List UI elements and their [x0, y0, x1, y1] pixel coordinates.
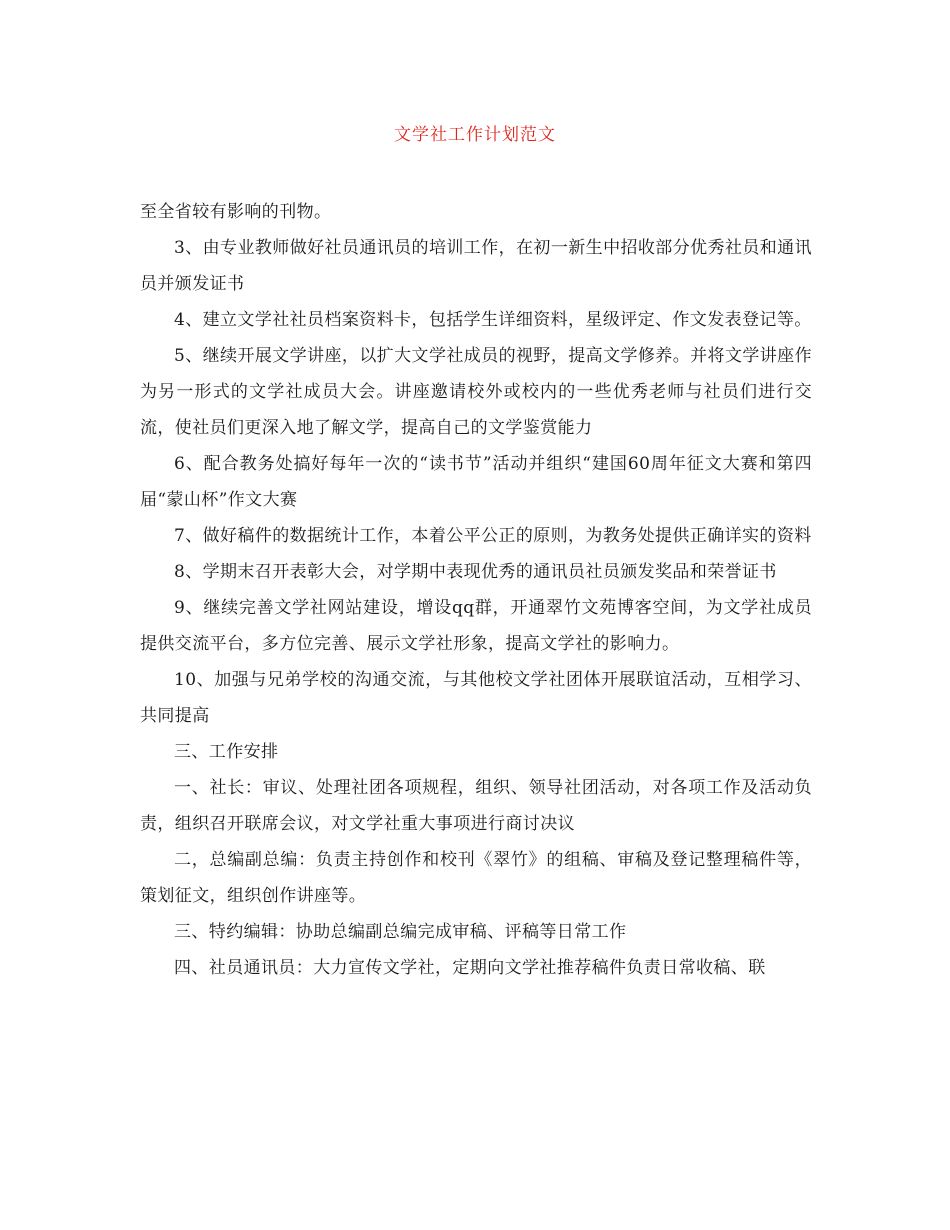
- section-heading-work-arrangement: 三、工作安排: [174, 742, 279, 762]
- paragraph-item-4: 4、建立文学社社员档案资料卡，包括学生详细资料，星级评定、作文发表登记等。: [174, 310, 812, 330]
- paragraph-role-chief-editor: 二，总编副总编：负责主持创作和校刊《翠竹》的组稿、审稿及登记整理稿件等，策划征文，组织创作讲座等。: [140, 850, 812, 906]
- document-body: [140, 194, 812, 986]
- paragraph-item-9: 9、继续完善文学社网站建设，增设qq群，开通翠竹文苑博客空间，为文学社成员提供交流平台，多方位完善、展示文学社形象，提高文学社的影响力。: [140, 598, 812, 654]
- paragraph-continuation: 至全省较有影响的刊物。: [140, 202, 332, 222]
- paragraph-role-correspondent: 四、社员通讯员：大力宣传文学社，定期向文学社推荐稿件负责日常收稿、联: [174, 958, 766, 978]
- paragraph-item-10: 10、加强与兄弟学校的沟通交流，与其他校文学社团体开展联谊活动，互相学习、共同提高: [140, 670, 812, 726]
- document-title: 文学社工作计划范文: [394, 125, 556, 145]
- paragraph-role-president: 一、社长：审议、处理社团各项规程，组织、领导社团活动，对各项工作及活动负责，组织召开联席会议，对文学社重大事项进行商讨决议: [140, 778, 812, 834]
- paragraph-item-7: 7、做好稿件的数据统计工作，本着公平公正的原则，为教务处提供正确详实的资料: [174, 526, 812, 546]
- paragraph-role-special-editor: 三、特约编辑：协助总编副总编完成审稿、评稿等日常工作: [174, 922, 627, 942]
- paragraph-item-3: 3、由专业教师做好社员通讯员的培训工作，在初一新生中招收部分优秀社员和通讯员并颁发证书: [140, 238, 812, 294]
- paragraph-item-8: 8、学期末召开表彰大会，对学期中表现优秀的通讯员社员颁发奖品和荣誉证书: [174, 562, 777, 582]
- paragraph-item-5: 5、继续开展文学讲座，以扩大文学社成员的视野，提高文学修养。并将文学讲座作为另一形式的文学社成员大会。讲座邀请校外或校内的一些优秀老师与社员们进行交流，使社员们更深入地了解文学，提高自己的文学鉴赏能力: [140, 346, 812, 438]
- paragraph-item-6: 6、配合教务处搞好每年一次的“读书节”活动并组织“建国60周年征文大赛和第四届“蒙山杯”作文大赛: [140, 454, 812, 510]
